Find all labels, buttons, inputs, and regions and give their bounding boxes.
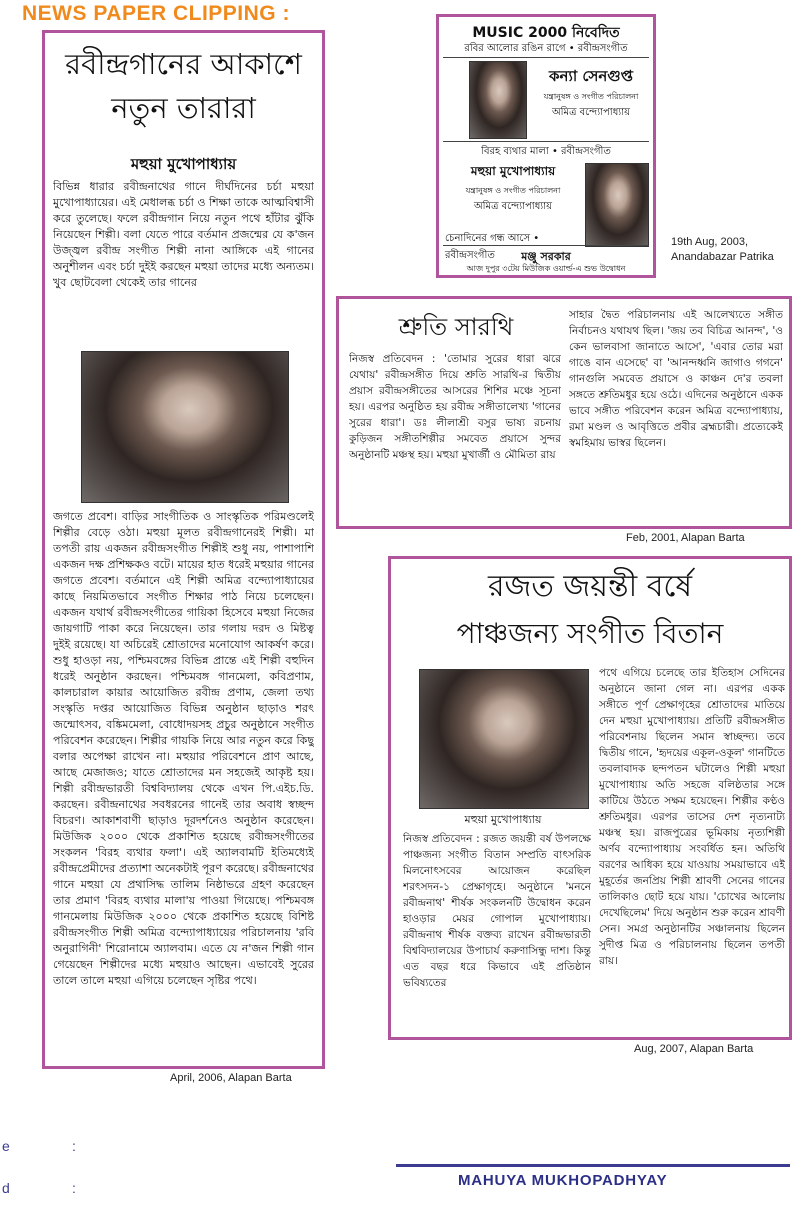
- clipping-article-4: [388, 556, 792, 1040]
- advert-album-3: চেনাদিনের গন্ধ আসে • রবীন্দ্রসংগীত: [445, 233, 540, 261]
- article-4-headline-line1: রজত জয়ন্তী বর্ষে: [488, 569, 692, 604]
- article-1-headline-line2: নতুন তারারা: [111, 91, 256, 125]
- advert-photo-2: [585, 163, 649, 247]
- article-3-column-2: সাহার দ্বৈত পরিচালনায় এই আলেখ্যতে সঙ্গীত নির্বাচনও যথাযথ ছিল। 'জয় তব বিচিত্র আনন্দ', 'ও কেন ভালবাসা জানাতে আসে', 'এবার তোর মরা গাঙে বান এসেছে' বা 'আনন্দধ্বনি জাগাও গগনে' গানগুলি সমবেত প্রয়াসে ও কাঞ্চন দে'র তবলা সঙ্গতে শ্রুতিমধুর হয়ে ওঠে। এদিনের অনুষ্ঠানে একক ভাবে সঙ্গীত পরিবেশন করেন অমিত্র বন্দ্যোপাধ্যায়, রমা মণ্ডল ও আবৃত্তিতে প্রবীর ব্রহ্মচারী। প্রত্যেকেই স্বমহিমায় ভাস্বর ছিলেন।: [569, 309, 783, 449]
- left-field-2-colon: :: [72, 1180, 76, 1196]
- advert-artist-1: কন্যা সেনগুপ্ত: [549, 67, 633, 85]
- advert-caption-date: 19th Aug, 2003,: [671, 236, 749, 248]
- article-1-paragraph-1: বিভিন্ন ধারার রবীন্দ্রনাথের গানে দীর্ঘদিনের চর্চা মহুয়া মুখোপাধ্যায়ের। এই মেধালব্ধ চর্চা ও শিক্ষা তাকে আত্মবিশ্বাসী করে তুলেছে। ফলে রবীন্দ্রগান নিয়ে নতুন পথে হাঁটার ঝুঁকি নিয়েছেন শিল্পী। বলা যেতে পারে বর্তমান প্রজন্মের যে ক'জন উজ্জ্বল রবীন্দ্র সংগীত শিল্পী নানা আঙ্গিকে এই গানের অনুশীলন এবং চর্চা দুইই করছেন মহুয়া তাদের মধ্যে অন্যতম। খুব ছোটবেলা থেকেই তার গানের: [53, 180, 314, 289]
- article-3-column-1: নিজস্ব প্রতিবেদন : 'তোমার সুরের ধারা ঝরে যেথায়' রবীন্দ্রসঙ্গীত দিয়ে শ্রুতি সারথি-র দ্বিতীয় প্রয়াস রবীন্দ্রসঙ্গীতের আসরের শিশির মঞ্চে সূচনা হয়। এরপর অনুষ্ঠিত হয় রবীন্দ্র সঙ্গীতালেখ্য 'গানের সুরের ধারা'। ডঃ লীলাশ্রী বসুর ভাষ্য রচনায় কুড়িজন সঙ্গীতশিল্পীর সমবেত প্রয়াসে সুন্দর অনুষ্ঠানটি মঞ্চস্থ হয়। মহুয়া মুখার্জী ও মৌমিতা রায়: [349, 353, 561, 461]
- article-4-caption: Aug, 2007, Alapan Barta: [634, 1043, 754, 1055]
- left-field-1-label: e: [2, 1138, 10, 1154]
- clipping-article-3: [336, 296, 792, 529]
- article-3-caption: Feb, 2001, Alapan Barta: [626, 532, 745, 544]
- footer-name: MAHUYA MUKHOPADHYAY: [458, 1172, 668, 1189]
- advert-line-2: রবির আলোর রঙিন রাগে • রবীন্দ্রসংগীত: [464, 43, 628, 54]
- article-3-headline: শ্রুতি সারথি: [398, 313, 514, 341]
- advert-footer: আজ দুপুর ৩টেয় মিউজিক ওয়ার্ল্ড-এ শুভ উদ্বোধন: [466, 264, 626, 273]
- advert-credit-2: যন্ত্রানুষঙ্গ ও সংগীত পরিচালনা: [465, 186, 561, 195]
- advert-artist-2: মহুয়া মুখোপাধ্যায়: [470, 164, 556, 178]
- advert-caption-paper: Anandabazar Patrika: [671, 251, 774, 263]
- article-1-caption: April, 2006, Alapan Barta: [170, 1072, 292, 1084]
- left-field-1-colon: :: [72, 1138, 76, 1154]
- advert-director-2: অমিত্র বন্দ্যোপাধ্যায়: [474, 201, 552, 212]
- clipping-article-1: [42, 30, 325, 1069]
- article-4-column-2: পথে এগিয়ে চলেছে তার ইতিহাস সেদিনের অনুষ্ঠানে জানা গেল না। এরপর একক সঙ্গীতে পূর্ণ প্রেক্ষাগৃহের শ্রোতাদের মাতিয়ে দেন মহুয়া মুখোপাধ্যায়। প্রতিটি রবীন্দ্রসঙ্গীত পরিবেশনায় ছিলেন সমান স্বাচ্ছন্দ্য। তবে দ্বিতীয় গানে, 'হৃদয়ের একূল-ওকূল' গানটিতে তবলাবাদক ছন্দপতন ঘটালেও শিল্পী মহুয়া মুখোপাধ্যায় অতি সহজে বলিষ্ঠতার সঙ্গে কাটিয়ে উঠতে সক্ষম হয়েছেন। শিল্পীর কণ্ঠও শ্রুতিমধুর। এরপর তাসের দেশ নৃত্যনাট্য মঞ্চস্থ হয়। রাজপুত্রের ভূমিকায় নৃত্যশিল্পী অর্ণব বন্দ্যোপাধ্যায় সংবর্ধিত হন। অতিথি বরণের আধিক্য হয়ে যাওয়ায় সময়াভাবে এই মুহূর্তের জনপ্রিয় শিল্পী শ্রাবণী সেনের গানের তালিকাও ছোট হয়ে যায়। 'চোখের আলোয় দেখেছিলেম' দিয়ে অনুষ্ঠান শুরু করেন শ্রাবণী সেন। সমগ্র অনুষ্ঠানটির সঞ্চালনায় ছিলেন সুদীপ্ত মিত্র ও পরিচালনায় ছিলেন তপতী রায়।: [599, 667, 785, 967]
- clipping-advert: [436, 14, 656, 278]
- article-1-byline: মহুয়া মুখোপাধ্যায়: [130, 155, 237, 173]
- article-1-paragraph-2: জগতে প্রবেশ। বাড়ির সাংগীতিক ও সাংস্কৃতিক পরিমণ্ডলেই শিল্পীর বেড়ে ওঠা। মহুয়া মূলত রবীন্দ্রগানেরই শিল্পী। মা তপতী রায় একজন রবীন্দ্রসংগীত শিল্পীই শুধু নয়, পাশাপাশি একজন দক্ষ প্রশিক্ষকও বটে। মায়ের হাত ধরেই মহুয়ার গানের জগতে প্রবেশ। বর্তমানে এই শিল্পী অমিত্র বন্দ্যোপাধ্যায়ের কাছে নিয়মিতভাবে সংগীত শিক্ষার পাঠ নিয়ে চলেছেন। একজন যথার্থ রবীন্দ্রসংগীতের গায়িকা হিসেবে মহুয়া নিজের জায়গাটি পাকা করে নিয়েছেন। তার গলায় দরদ ও মিষ্টত্ব দুইই রয়েছে। যা অচিরেই শ্রোতাদের মনোযোগ আকর্ষণ করে। শুধু হাওড়া নয়, পশ্চিমবঙ্গের বিভিন্ন প্রান্তে এই শিল্পী বহুদিন ধরেই অনুষ্ঠান করছেন। পশ্চিমবঙ্গ গানমেলা, কবিপ্রণাম, কালচারাল কায়ার আয়োজিত রবীন্দ্র প্রণাম, জেলা তথ্য সংস্কৃতি দপ্তর আয়োজিত বিভিন্ন অনুষ্ঠান ছাড়াও শরৎ জন্মোৎসব, বঙ্কিমমেলা, বোধোদয়সহ প্রচুর অনুষ্ঠানে সংগীত পরিবেশন করেছেন। শিল্পীর গায়কি নিয়ে আর নতুন করে কিছু বলার অপেক্ষা রাখেন না। মহুয়ার পরিবেশনে প্রাণ আছে, আছে মেজাজও; যাতে শ্রোতাদের মন সহজেই আকৃষ্ট হয়। শিল্পী রবীন্দ্রভারতী বিশ্ববিদ্যালয় থেকে এখন পি.এইচ.ডি. করছেন। রবীন্দ্রনাথের সবধরনের গানেই তার অবাধ স্বচ্ছন্দ বিচরণ। আকাশবাণী ছাড়াও দূরদর্শনেও অনুষ্ঠান করেছেন। মিউজিক ২০০০ থেকে প্রকাশিত হয়েছে রবীন্দ্রসংগীতের সংকলন 'বিরহ ব্যথার ফলা'। এই অ্যালবামটি ইতিমধ্যেই রবীন্দ্রপ্রেমীদের প্রত্যাশা অনেকটাই পূরণ করেছে। রবীন্দ্রনাথের গানে মহুয়া যে প্রথাসিদ্ধ তালিম নিষ্ঠাভরে গ্রহণ করেছেন তার প্রমাণ 'বিরহ ব্যথার মালা'য় পাওয়া গিয়েছে। পশ্চিমবঙ্গ গানমেলায় মিউজিক ২০০০ থেকে প্রকাশিত হয়েছে বিশিষ্ট রবীন্দ্রসংগীত শিল্পী অমিত্র বন্দ্যোপাধ্যায়ের পরিচালনায় 'রবি অনুরাগিনী' শিরোনামে অ্যালবাম। এতে যে ন'জন শিল্পী গান গেয়েছেন শিল্পীদের মধ্যে মহুয়াও আছেন। এভাবেই সুরের তালে তালে মহুয়া এগিয়ে চলেছেন সৃষ্টির পথে।: [53, 510, 314, 987]
- advert-director-1: অমিত্র বন্দ্যোপাধ্যায়: [552, 107, 630, 118]
- advert-credit-1: যন্ত্রানুষঙ্গ ও সংগীত পরিচালনা: [543, 92, 639, 101]
- advert-photo-1: [469, 61, 527, 139]
- left-field-2-label: d: [2, 1180, 10, 1196]
- advert-artist-3: মঞ্জু সরকার: [521, 250, 571, 263]
- article-4-photo: [419, 669, 589, 809]
- advert-album-2: বিরহ ব্যথার মালা • রবীন্দ্রসংগীত: [481, 146, 611, 157]
- advert-line-1: MUSIC 2000 নিবেদিত: [472, 25, 620, 41]
- article-1-photo: [81, 351, 289, 503]
- article-1-headline-line1: রবীন্দ্রগানের আকাশে: [65, 47, 302, 81]
- article-4-column-1: নিজস্ব প্রতিবেদন : রজত জয়ন্তী বর্ষ উপলক্ষে পাঞ্চজন্য সংগীত বিতান সম্প্রতি বাৎসরিক মিলনোৎসবের আয়োজন করেছিল শরৎসদন-১ প্রেক্ষাগৃহে। অনুষ্ঠানে 'মননে রবীন্দ্রনাথ' শীর্ষক সংকলনটি উদ্বোধন করেন হাওড়ার মেয়র গোপাল মুখোপাধ্যায়। রবীন্দ্রনাথ শীর্ষক বক্তব্য রাখেন রবীন্দ্রভারতী বিশ্ববিদ্যালয়ের উপাচার্য করুণাসিন্ধু দাশ। কিন্তু এত বছর ধরে কিভাবে এই প্রতিষ্ঠান ভবিষ্যতের: [403, 833, 591, 989]
- article-4-headline-line2: পাঞ্চজন্য সংগীত বিতান: [456, 617, 724, 650]
- footer-rule: [396, 1164, 790, 1167]
- article-4-photo-caption: মহুয়া মুখোপাধ্যায়: [464, 813, 542, 826]
- page-title: NEWS PAPER CLIPPING :: [22, 2, 290, 25]
